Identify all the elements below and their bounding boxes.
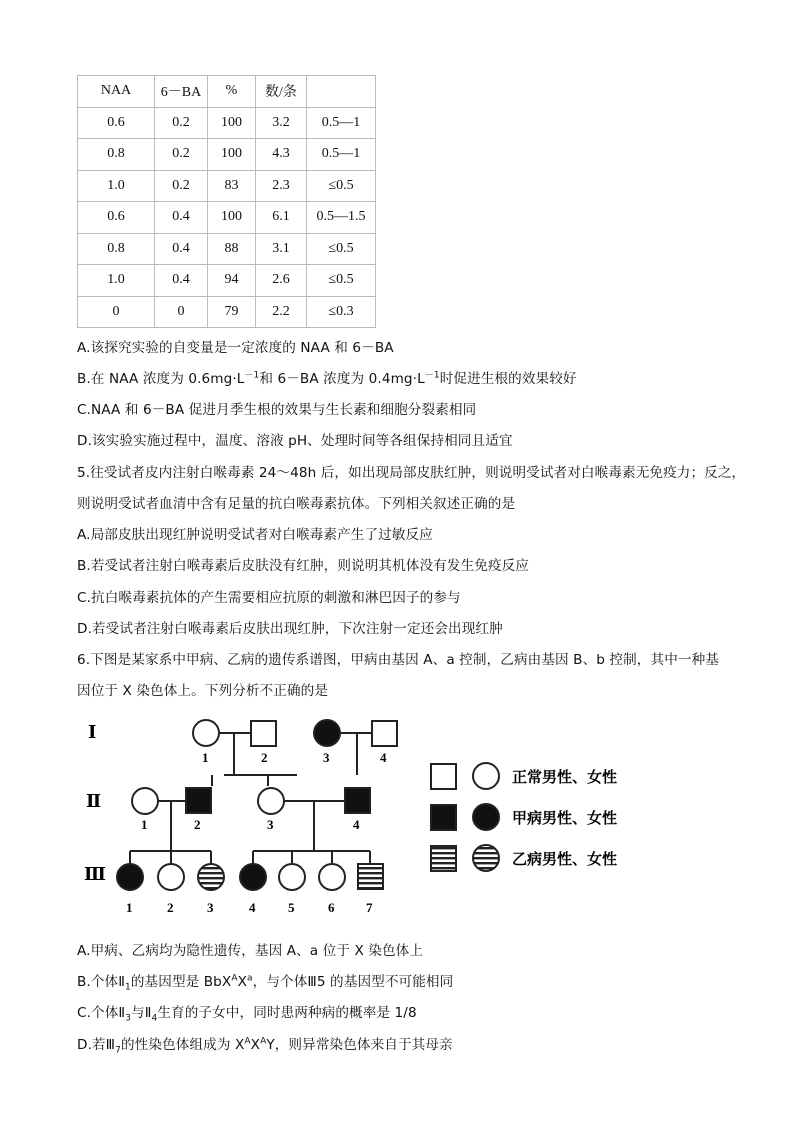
table-header-cell: % [208,76,256,108]
pedigree-individual [198,864,224,890]
table-cell: 94 [208,265,256,297]
generation-label: Ⅰ [88,722,97,742]
q4-option-b-text: 时促进生根的效果较好 [439,371,577,387]
table-cell: 6.1 [256,202,307,234]
generation-label: Ⅱ [86,791,102,811]
legend-normal-female [473,763,499,789]
pedigree-individual [345,788,370,813]
individual-number: 4 [249,900,256,915]
table-cell: 83 [208,170,256,202]
table-header-cell: 6－BA [155,76,208,108]
legend-disease-b-label: 乙病男性、女性 [512,852,618,868]
individual-number: 2 [261,750,268,765]
pedigree-individual [314,720,340,746]
q6-option-d-text: D.若Ⅲ [77,1037,116,1053]
table-cell: 88 [208,233,256,265]
table-row [78,139,376,171]
q4-option-b [77,367,577,387]
pedigree-individual [186,788,211,813]
table-cell: 0.6 [78,107,155,139]
generation-label: Ⅲ [84,864,106,884]
q6-option-b [77,970,453,993]
table-cell: 0.8 [78,233,155,265]
pedigree-individual [117,864,143,890]
pedigree-individual [319,864,345,890]
individual-number: 4 [380,750,387,765]
table-cell: 1.0 [78,170,155,202]
q6-option-c-subscript: 3 [125,1013,132,1024]
q5-option-d: D.若受试者注射白喉毒素后皮肤出现红肿，下次注射一定还会出现红肿 [77,621,503,637]
table-cell: 0.4 [155,265,208,297]
q6-option-d [77,1033,453,1056]
table-cell: ≤0.5 [307,170,376,202]
individual-number: 3 [267,817,274,832]
individual-number: 3 [323,750,330,765]
table-cell: ≤0.5 [307,233,376,265]
q5-option-b: B.若受试者注射白喉毒素后皮肤没有红肿，则说明其机体没有发生免疫反应 [77,558,530,574]
table-cell: 0 [78,296,155,328]
q6-option-c-text: C.个体Ⅱ [77,1005,126,1021]
pedigree-chart [70,712,630,927]
individual-number: 1 [141,817,148,832]
table-cell: 0.2 [155,107,208,139]
pedigree-individual [358,864,383,889]
table-cell: 2.6 [256,265,307,297]
q6-option-c-text: 与Ⅱ [131,1005,152,1021]
individual-number: 3 [207,900,214,915]
q4-option-b-text: 和 6－BA 浓度为 0.4mg·L [259,371,425,387]
q6-option-d-subscript: 7 [115,1045,121,1056]
q5-option-a: A.局部皮肤出现红肿说明受试者对白喉毒素产生了过敏反应 [77,527,433,543]
q6-option-b-text: ，与个体Ⅲ5 的基因型不可能相同 [252,974,454,990]
table-header-row [78,76,376,108]
pedigree-individual [251,721,276,746]
pedigree-individual [240,864,266,890]
table-cell: 0.2 [155,139,208,171]
individual-number: 6 [328,900,335,915]
pedigree-individual [132,788,158,814]
individual-number: 2 [194,817,201,832]
table-cell: 0.5—1 [307,139,376,171]
q6-option-b-text: X [237,974,248,990]
table-cell: 0.5—1 [307,107,376,139]
table-cell: 0.8 [78,139,155,171]
individual-number: 1 [126,900,133,915]
individual-number: 1 [202,750,209,765]
table-cell: 0.6 [78,202,155,234]
q6-stem-line2: 因位于 X 染色体上。下列分析不正确的是 [77,683,329,699]
q6-option-c-text: 生育的子女中，同时患两种病的概率是 1/8 [157,1005,417,1021]
q5-option-c: C.抗白喉毒素抗体的产生需要相应抗原的刺激和淋巴因子的参与 [77,590,461,606]
q4-option-b-exponent: －1 [424,370,440,381]
q5-stem-line1: 5.往受试者皮内注射白喉毒素 24～48h 后，如出现局部皮肤红肿，则说明受试者对白喉毒素无免疫力；反之， [77,465,746,481]
table-cell: 0 [155,296,208,328]
table-cell: 3.2 [256,107,307,139]
q5-stem-line2: 则说明受试者血清中含有足量的抗白喉毒素抗体。下列相关叙述正确的是 [77,496,516,512]
q4-option-c: C.NAA 和 6－BA 促进月季生根的效果与生长素和细胞分裂素相同 [77,402,477,418]
individual-number: 7 [366,900,373,915]
individual-number: 2 [167,900,174,915]
table-row [78,265,376,297]
legend-disease-a-male [431,805,456,830]
table-cell: 100 [208,107,256,139]
table-cell: 4.3 [256,139,307,171]
legend-disease-a-female [473,804,499,830]
table-cell: 2.3 [256,170,307,202]
table-cell: 0.2 [155,170,208,202]
q4-option-a: A.该探究实验的自变量是一定浓度的 NAA 和 6－BA [77,340,394,356]
pedigree-individual [372,721,397,746]
q6-option-b-text: 的基因型是 BbX [130,974,232,990]
table-cell: 79 [208,296,256,328]
table-cell: ≤0.5 [307,265,376,297]
pedigree-individual [193,720,219,746]
table-row [78,233,376,265]
table-cell: 0.4 [155,202,208,234]
table-row [78,296,376,328]
table-header-cell [307,76,376,108]
q6-stem-line1: 6.下图是某家系中甲病、乙病的遗传系谱图，甲病由基因 A、a 控制，乙病由基因 B、b 控制，其中一种基 [77,652,719,668]
table-header-cell: NAA [78,76,155,108]
table-cell: 0.5—1.5 [307,202,376,234]
table-cell: 2.2 [256,296,307,328]
legend-normal-male [431,764,456,789]
individual-number: 5 [288,900,295,915]
experiment-table [77,75,376,328]
q6-option-d-text: X [250,1037,261,1053]
q6-option-d-text: Y，则异常染色体来自于其母亲 [266,1037,453,1053]
q6-option-b-subscript: 1 [125,982,131,993]
table-cell: 0.4 [155,233,208,265]
table-cell: 3.1 [256,233,307,265]
table-row [78,107,376,139]
table-cell: 100 [208,202,256,234]
pedigree-individual [258,788,284,814]
table-cell: 1.0 [78,265,155,297]
q6-option-b-superscript: A [231,973,238,984]
legend-normal-label: 正常男性、女性 [512,770,618,786]
q6-option-b-superscript: a [247,973,253,984]
table-header-cell: 数/条 [256,76,307,108]
q6-option-c-subscript: 4 [151,1013,158,1024]
pedigree-individual [158,864,184,890]
q4-option-b-text: B.在 NAA 浓度为 0.6mg·L [77,371,245,387]
q4-option-b-exponent: －1 [244,370,260,381]
pedigree-individual [279,864,305,890]
q6-option-c [77,1001,417,1024]
q6-option-d-text: 的性染色体组成为 X [120,1037,245,1053]
individual-number: 4 [353,817,360,832]
q6-option-b-text: B.个体Ⅱ [77,974,126,990]
q6-option-a: A.甲病、乙病均为隐性遗传，基因 A、a 位于 X 染色体上 [77,943,424,959]
table-row [78,202,376,234]
q6-option-d-superscript: A [260,1036,267,1047]
legend-disease-a-label: 甲病男性、女性 [512,811,618,827]
q6-option-d-superscript: A [244,1036,251,1047]
legend-disease-b-male [431,846,456,871]
legend-disease-b-female [473,845,499,871]
table-row [78,170,376,202]
table-cell: ≤0.3 [307,296,376,328]
q4-option-d: D.该实验实施过程中，温度、溶液 pH、处理时间等各组保持相同且适宜 [77,433,513,449]
table-cell: 100 [208,139,256,171]
